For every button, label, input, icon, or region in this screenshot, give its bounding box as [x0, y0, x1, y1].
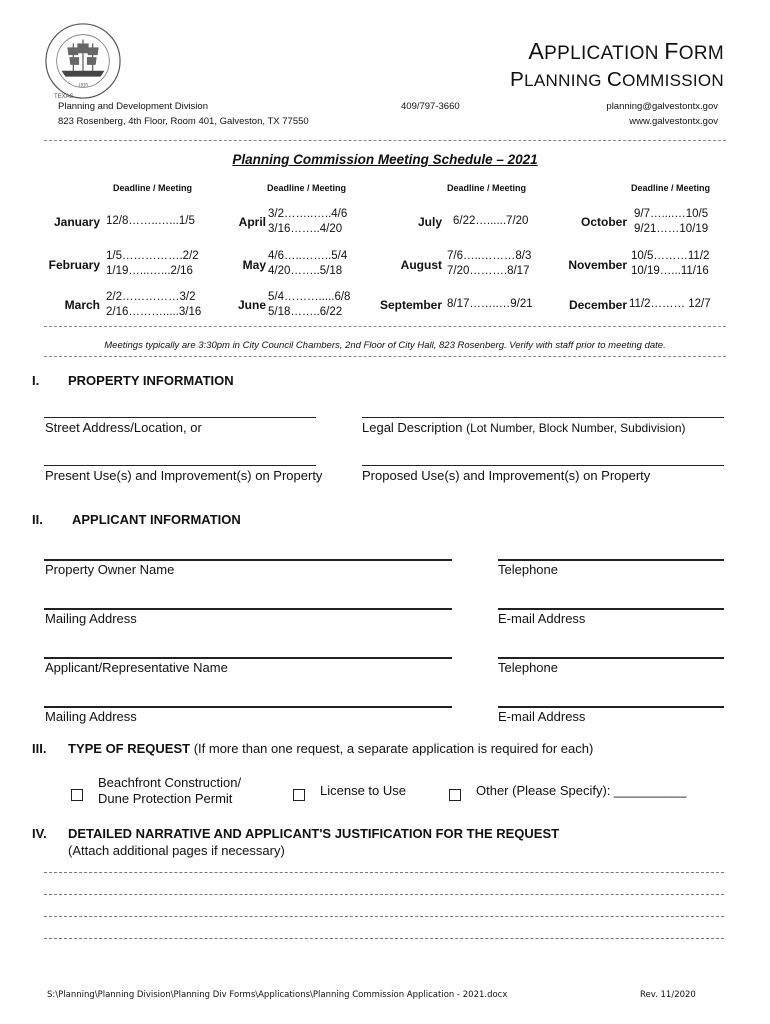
month-dates: 12/8……..…...1/5	[106, 215, 195, 227]
revision: Rev. 11/2020	[640, 990, 696, 1000]
narrative-line[interactable]	[44, 938, 724, 939]
column-header: Deadline / Meeting	[113, 183, 193, 193]
form-title: APPLICATION FORM	[528, 38, 724, 64]
field-label: E-mail Address	[498, 709, 586, 724]
field-label: Present Use(s) and Improvement(s) on Property	[45, 468, 323, 483]
section-title: DETAILED NARRATIVE AND APPLICANT'S JUSTIFICATION FOR THE REQUEST	[68, 826, 560, 841]
month-dates: 4/6…..……..5/4 4/20……..5/18	[268, 250, 348, 277]
field-label: E-mail Address	[498, 611, 586, 626]
file-path: S:\Planning\Planning Division\Planning Div Forms\Applications\Planning Commission Application - 2021.docx	[47, 990, 508, 1000]
month-label: June	[237, 298, 266, 312]
form-subtitle: PLANNING COMMISSION	[510, 68, 724, 91]
email-address: planning@galvestontx.gov	[606, 101, 718, 112]
month-label: November	[568, 258, 627, 272]
svg-text:1839: 1839	[78, 83, 88, 89]
divider	[44, 356, 726, 357]
month-dates: 10/5………11/2 10/19…...11/16	[631, 250, 710, 277]
street-address-input[interactable]	[44, 417, 316, 418]
month-dates: 9/7…....…10/5 9/21……10/19	[634, 208, 709, 235]
field-label: Legal Description (Lot Number, Block Number, Subdivision)	[362, 420, 686, 435]
division-name: Planning and Development Division	[58, 101, 208, 112]
month-dates: 8/17……..…9/21	[447, 298, 533, 310]
proposed-use-input[interactable]	[362, 465, 724, 466]
owner-name-input[interactable]	[44, 559, 452, 561]
owner-email-input[interactable]	[498, 608, 724, 610]
field-label: Street Address/Location, or	[45, 420, 202, 435]
seal-bottom-text: TEXAS	[54, 94, 74, 100]
month-label: July	[417, 215, 442, 229]
field-label: Mailing Address	[45, 709, 137, 724]
owner-telephone-input[interactable]	[498, 559, 724, 561]
division-contact	[58, 99, 309, 129]
rep-email-input[interactable]	[498, 706, 724, 708]
month-dates: 7/6…..………8/3 7/20……….8/17	[447, 250, 532, 277]
month-label: April	[238, 215, 266, 229]
rep-mailing-input[interactable]	[44, 706, 452, 708]
month-label: October	[580, 215, 627, 229]
month-label: December	[568, 298, 627, 312]
field-label: Property Owner Name	[45, 562, 175, 577]
field-label: Proposed Use(s) and Improvement(s) on Property	[362, 468, 651, 483]
rep-telephone-input[interactable]	[498, 657, 724, 659]
option-label: License to Use	[320, 783, 406, 798]
field-label: Telephone	[498, 660, 558, 675]
section-number: IV.	[32, 826, 47, 841]
month-dates: 11/2……… 12/7	[629, 298, 711, 310]
web-contact	[606, 99, 718, 129]
month-label: August	[400, 258, 442, 272]
rep-name-input[interactable]	[44, 657, 452, 659]
month-dates: 1/5…………….2/2 1/19…...…...2/16	[106, 250, 199, 277]
option-label: Beachfront Construction/ Dune Protection Permit	[98, 775, 242, 806]
meeting-note: Meetings typically are 3:30pm in City Council Chambers, 2nd Floor of City Hall, 823 Rosenberg. Verify with staff prior to meeting date.	[104, 340, 666, 351]
month-label: January	[53, 215, 100, 229]
section-number: II.	[32, 512, 43, 527]
section-note: (Attach additional pages if necessary)	[68, 843, 285, 858]
column-header: Deadline / Meeting	[631, 183, 711, 193]
month-dates: 6/22…......7/20	[453, 215, 529, 227]
column-header: Deadline / Meeting	[267, 183, 347, 193]
field-label: Applicant/Representative Name	[45, 660, 228, 675]
column-header: Deadline / Meeting	[447, 183, 527, 193]
other-checkbox[interactable]	[449, 789, 461, 801]
city-seal-logo	[44, 22, 122, 100]
present-use-input[interactable]	[44, 465, 316, 466]
narrative-line[interactable]	[44, 894, 724, 895]
section-title: APPLICANT INFORMATION	[72, 512, 241, 527]
section-title: TYPE OF REQUEST (If more than one request, a separate application is required for each)	[68, 741, 594, 756]
owner-mailing-input[interactable]	[44, 608, 452, 610]
month-dates: 3/2……..…..4/6 3/16……..4/20	[268, 208, 348, 235]
division-address: 823 Rosenberg, 4th Floor, Room 401, Galveston, TX 77550	[58, 116, 309, 127]
month-dates: 2/2……………3/2 2/16……….....3/16	[106, 291, 202, 318]
month-label: February	[48, 258, 100, 272]
divider	[44, 326, 726, 327]
section-title: PROPERTY INFORMATION	[68, 373, 234, 388]
section-number: I.	[32, 373, 40, 388]
month-label: September	[379, 298, 442, 312]
narrative-line[interactable]	[44, 916, 724, 917]
month-label: May	[242, 258, 266, 272]
beachfront-checkbox[interactable]	[71, 789, 83, 801]
month-label: March	[64, 298, 100, 312]
website: www.galvestontx.gov	[629, 116, 718, 127]
section-number: III.	[32, 741, 47, 756]
schedule-title: Planning Commission Meeting Schedule – 2021	[232, 152, 538, 167]
narrative-line[interactable]	[44, 872, 724, 873]
phone-number: 409/797-3660	[401, 101, 460, 112]
divider	[44, 140, 726, 141]
month-dates: 5/4……….....6/8 5/18……..6/22	[268, 291, 351, 318]
license-checkbox[interactable]	[293, 789, 305, 801]
legal-description-input[interactable]	[362, 417, 724, 418]
option-label: Other (Please Specify): __________	[476, 783, 687, 798]
field-label: Mailing Address	[45, 611, 137, 626]
field-label: Telephone	[498, 562, 558, 577]
